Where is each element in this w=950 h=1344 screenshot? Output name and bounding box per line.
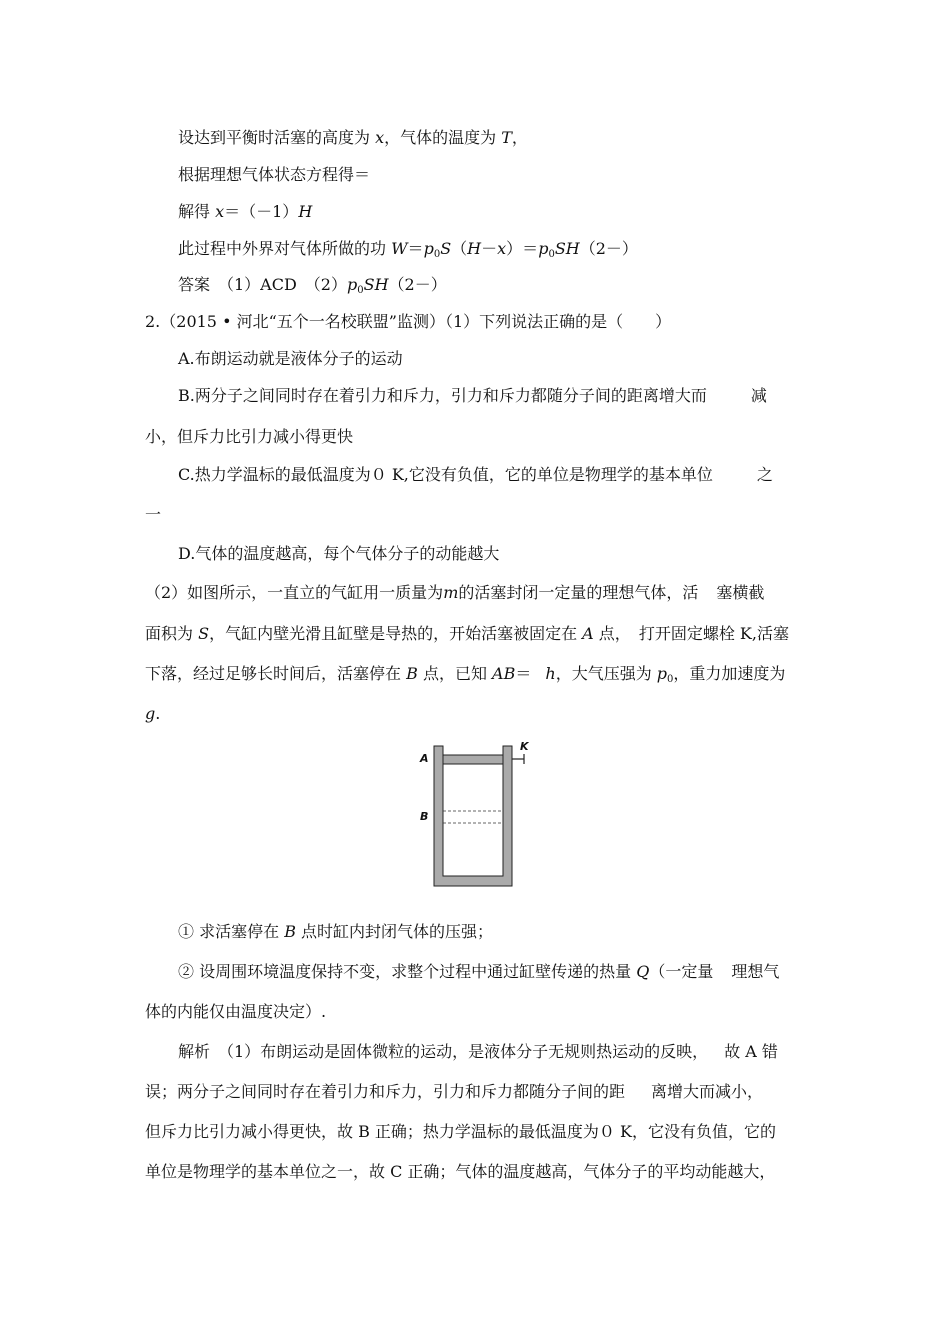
piston xyxy=(443,755,503,764)
cylinder-walls xyxy=(434,746,512,886)
text-line: 解得 x＝（－1）H xyxy=(178,202,313,221)
text-line: 此过程中外界对气体所做的功 $W=p_0S(H-x)=p_0SH(2-)$ xyxy=(178,239,638,260)
text-line: 面积为 S，气缸内壁光滑且缸壁是导热的，开始活塞被固定在 A 点， 打开固定螺栓 K,活塞 xyxy=(145,624,789,643)
cylinder-drawing xyxy=(412,738,544,890)
analysis-line: 但斥力比引力减小得更快，故 B 正确；热力学温标的最低温度为０ K，它没有负值，它的 xyxy=(145,1122,776,1141)
subquestion-2-continued: 体的内能仅由温度决定）. xyxy=(145,1002,327,1021)
question-heading: 2.（2015 • 河北“五个一名校联盟”监测）（1）下列说法正确的是（ ） xyxy=(145,312,672,331)
text-line: 根据理想气体状态方程得＝ xyxy=(178,165,371,184)
subquestion-2: ② 设周围环境温度保持不变，求整个过程中通过缸壁传递的热量 Q（一定量 理想气 xyxy=(178,962,780,981)
analysis-line: 解析 （1）布朗运动是固体微粒的运动，是液体分子无规则热运动的反映， 故 A 错 xyxy=(178,1042,778,1061)
label-k: K xyxy=(520,740,529,753)
option-b-continued: 小，但斥力比引力减小得更快 xyxy=(145,427,354,446)
text-line: g. xyxy=(145,704,161,723)
analysis-line: 单位是物理学的基本单位之一，故 C 正确；气体的温度越高，气体分子的平均动能越大， xyxy=(145,1162,776,1181)
label-b: B xyxy=(420,810,429,823)
answer-line: 答案 （1）ACD $(2)p_0SH(2-)$ xyxy=(178,275,447,296)
text-line: （2）如图所示，一直立的气缸用一质量为m的活塞封闭一定量的理想气体，活 塞横截 xyxy=(145,583,765,602)
option-c: C.热力学温标的最低温度为０ K,它没有负值，它的单位是物理学的基本单位 之 xyxy=(178,465,773,484)
label-a: A xyxy=(420,752,429,765)
analysis-line: 误；两分子之间同时存在着引力和斥力，引力和斥力都随分子间的距 离增大而减小， xyxy=(145,1082,764,1101)
cylinder-diagram xyxy=(412,738,544,890)
text-line: 设达到平衡时活塞的高度为 x，气体的温度为 T， xyxy=(178,128,528,147)
text-line: 下落，经过足够长时间后，活塞停在 B 点，已知 AB＝ h，大气压强为 $p_0$，重力加速度为 xyxy=(145,664,786,685)
option-a: A.布朗运动就是液体分子的运动 xyxy=(178,349,403,368)
option-b: B.两分子之间同时存在着引力和斥力，引力和斥力都随分子间的距离增大而 减 xyxy=(178,386,767,405)
option-d: D.气体的温度越高，每个气体分子的动能越大 xyxy=(178,544,500,563)
option-c-continued: 一 xyxy=(145,505,162,524)
subquestion-1: ① 求活塞停在 B 点时缸内封闭气体的压强； xyxy=(178,922,494,941)
